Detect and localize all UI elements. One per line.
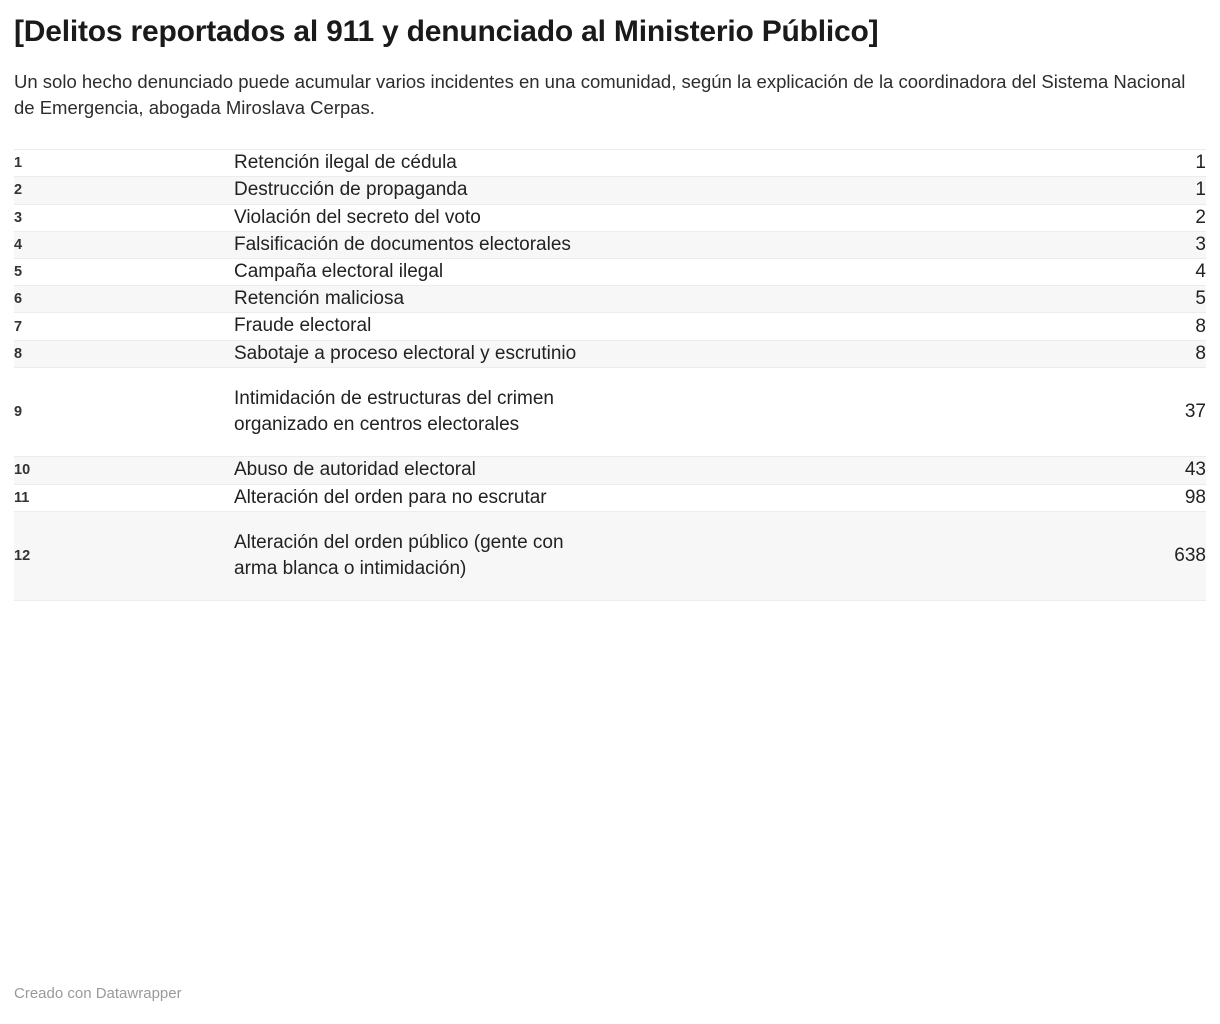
table-row: [14, 367, 1206, 456]
data-table: [14, 149, 1206, 601]
row-label-line1: Intimidación de estructuras del crimen: [234, 387, 554, 409]
row-value: 8: [996, 313, 1206, 340]
row-label-line1: Retención maliciosa: [234, 288, 405, 310]
row-label: [234, 150, 996, 177]
table-row: [14, 286, 1206, 313]
chart-subtitle: Un solo hecho denunciado puede acumular varios incidentes en una comunidad, según la explicación de la coordinadora del Sistema Nacional de Emergencia, abogada Miroslava Cerpas.: [14, 70, 1186, 118]
row-rank: 7: [14, 313, 234, 340]
row-label: [234, 457, 996, 484]
row-value: 8: [996, 340, 1206, 367]
table-body: [14, 150, 1206, 601]
table-row: [14, 177, 1206, 204]
row-rank: 11: [14, 484, 234, 511]
row-rank: 2: [14, 177, 234, 204]
row-value: 37: [996, 367, 1206, 456]
row-rank: 3: [14, 204, 234, 231]
row-label: [234, 259, 996, 286]
row-label: [234, 484, 996, 511]
row-label-line1: Fraude electoral: [234, 315, 372, 337]
row-label: [234, 204, 996, 231]
row-value: 1: [996, 177, 1206, 204]
table-row: [14, 484, 1206, 511]
datawrapper-credit[interactable]: Creado con Datawrapper: [14, 985, 182, 1002]
row-value: 3: [996, 231, 1206, 258]
row-label-line1: Destrucción de propaganda: [234, 179, 468, 201]
row-value: 98: [996, 484, 1206, 511]
row-label-line1: Retención ilegal de cédula: [234, 152, 457, 174]
row-rank: 12: [14, 511, 234, 600]
row-label-line1: Violación del secreto del voto: [234, 206, 481, 228]
row-rank: 4: [14, 231, 234, 258]
row-rank: 10: [14, 457, 234, 484]
table-row: [14, 340, 1206, 367]
table-row: [14, 150, 1206, 177]
row-label: [234, 286, 996, 313]
row-value: 43: [996, 457, 1206, 484]
table-row: [14, 231, 1206, 258]
row-label-line2: arma blanca o intimidación): [234, 557, 467, 579]
row-value: 4: [996, 259, 1206, 286]
row-rank: 1: [14, 150, 234, 177]
row-label-line2: organizado en centros electorales: [234, 414, 520, 436]
row-rank: 6: [14, 286, 234, 313]
row-label-line1: Falsificación de documentos electorales: [234, 233, 571, 255]
row-label-line1: Alteración del orden público (gente con: [234, 531, 564, 553]
table-row: [14, 204, 1206, 231]
row-value: 5: [996, 286, 1206, 313]
row-label: [234, 313, 996, 340]
row-label-line1: Alteración del orden para no escrutar: [234, 486, 547, 508]
row-label: [234, 340, 996, 367]
row-label-line1: Abuso de autoridad electoral: [234, 459, 476, 481]
row-label-line1: Campaña electoral ilegal: [234, 261, 444, 282]
table-row: [14, 511, 1206, 600]
table-row: [14, 457, 1206, 484]
row-value: 638: [996, 511, 1206, 600]
row-rank: 8: [14, 340, 234, 367]
table-row: [14, 259, 1206, 286]
row-label: [234, 367, 996, 456]
table-row: [14, 313, 1206, 340]
row-label: [234, 511, 996, 600]
row-label-line1: Sabotaje a proceso electoral y escrutinio: [234, 342, 577, 364]
row-value: 2: [996, 204, 1206, 231]
row-rank: 5: [14, 259, 234, 286]
row-label: [234, 231, 996, 258]
row-label: [234, 177, 996, 204]
row-value: 1: [996, 150, 1206, 177]
page-title: [Delitos reportados al 911 y denunciado al Ministerio Público]: [14, 15, 879, 48]
row-rank: 9: [14, 367, 234, 456]
